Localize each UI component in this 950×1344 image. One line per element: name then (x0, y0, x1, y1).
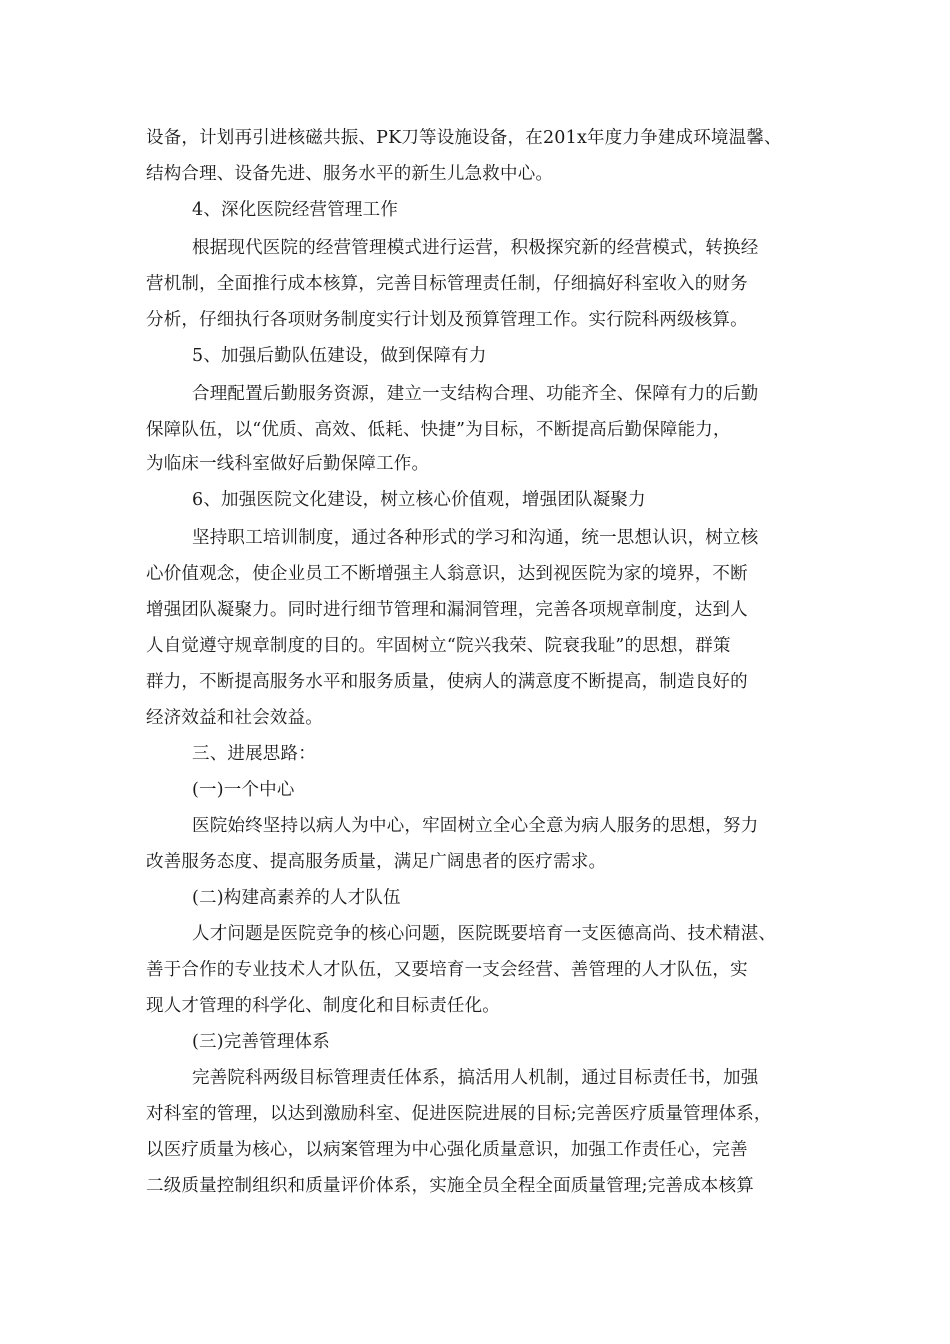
subsection-heading: (三)完善管理体系 (192, 1032, 330, 1052)
section-heading: 6、加强医院文化建设，树立核心价值观，增强团队凝聚力 (192, 490, 646, 510)
text-line: 群力，不断提高服务水平和服务质量，使病人的满意度不断提高，制造良好的 (146, 672, 748, 692)
text-line: 保障队伍，以“优质、高效、低耗、快捷”为目标，不断提高后勤保障能力， (146, 420, 731, 440)
text-line: 人自觉遵守规章制度的目的。牢固树立“院兴我荣、院衰我耻”的思想，群策 (146, 636, 731, 656)
text-line: 人才问题是医院竞争的核心问题，医院既要培育一支医德高尚、技术精湛、 (192, 924, 777, 944)
text-line: 对科室的管理，以达到激励科室、促进医院进展的目标;完善医疗质量管理体系， (146, 1104, 772, 1124)
text-line: 二级质量控制组织和质量评价体系，实施全员全程全面质量管理;完善成本核算 (146, 1176, 754, 1196)
text-line: 完善院科两级目标管理责任体系，搞活用人机制，通过目标责任书，加强 (192, 1068, 759, 1088)
text-line: 合理配置后勤服务资源，建立一支结构合理、功能齐全、保障有力的后勤 (192, 384, 759, 404)
text-line: 现人才管理的科学化、制度化和目标责任化。 (146, 996, 500, 1016)
subsection-heading: (二)构建高素养的人才队伍 (192, 888, 401, 908)
section-heading: 三、进展思路： (192, 744, 316, 764)
text-line: 以医疗质量为核心，以病案管理为中心强化质量意识，加强工作责任心，完善 (146, 1140, 748, 1160)
text-line: 心价值观念，使企业员工不断增强主人翁意识，达到视医院为家的境界，不断 (146, 564, 748, 584)
text-line: 坚持职工培训制度，通过各种形式的学习和沟通，统一思想认识，树立核 (192, 528, 759, 548)
text-line: 经济效益和社会效益。 (146, 708, 323, 728)
text-line: 设备，计划再引进核磁共振、PK刀等设施设备，在201x年度力争建成环境温馨、 (146, 128, 782, 148)
text-line: 善于合作的专业技术人才队伍，又要培育一支会经营、善管理的人才队伍，实 (146, 960, 748, 980)
text-line: 营机制，全面推行成本核算，完善目标管理责任制，仔细搞好科室收入的财务 (146, 274, 748, 294)
text-line: 增强团队凝聚力。同时进行细节管理和漏洞管理，完善各项规章制度，达到人 (146, 600, 748, 620)
section-heading: 4、深化医院经营管理工作 (192, 200, 399, 220)
text-line: 改善服务态度、提高服务质量，满足广阔患者的医疗需求。 (146, 852, 607, 872)
text-line: 结构合理、设备先进、服务水平的新生儿急救中心。 (146, 164, 554, 184)
section-heading: 5、加强后勤队伍建设，做到保障有力 (192, 346, 487, 366)
text-line: 根据现代医院的经营管理模式进行运营，积极探究新的经营模式，转换经 (192, 238, 759, 258)
text-line: 分析，仔细执行各项财务制度实行计划及预算管理工作。实行院科两级核算。 (146, 310, 748, 330)
text-line: 医院始终坚持以病人为中心，牢固树立全心全意为病人服务的思想，努力 (192, 816, 759, 836)
text-line: 为临床一线科室做好后勤保障工作。 (146, 454, 430, 474)
subsection-heading: (一)一个中心 (192, 780, 295, 800)
